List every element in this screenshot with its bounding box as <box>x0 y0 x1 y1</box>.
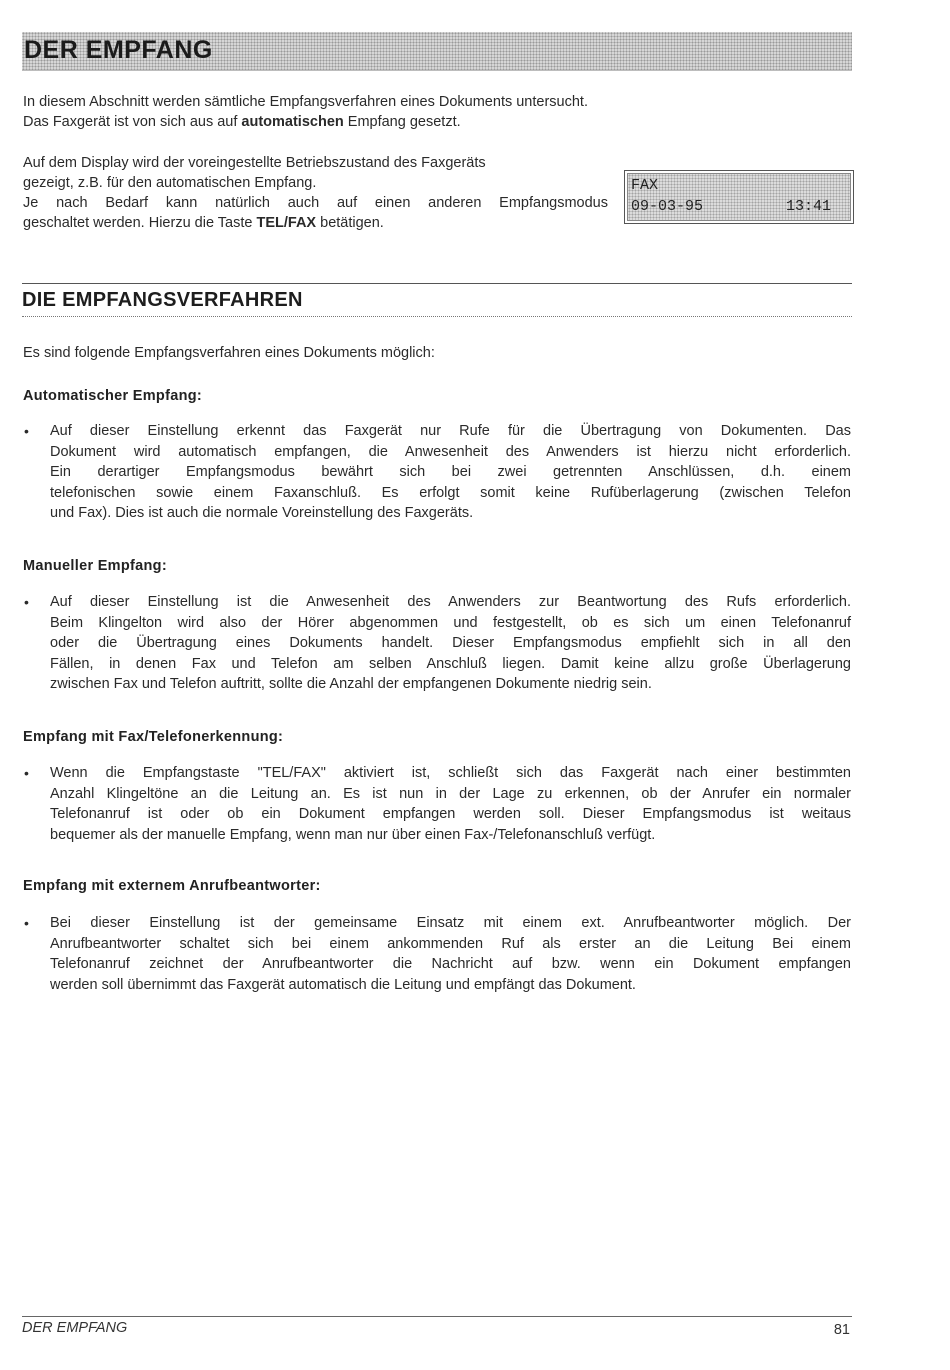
display-line-1: Auf dem Display wird der voreingestellte Betriebszustand des Faxgeräts <box>23 155 486 171</box>
mode-heading-manual: Manueller Empfang: <box>23 558 167 574</box>
lcd-time: 13:41 <box>785 198 831 215</box>
mode-item-manual <box>23 592 851 695</box>
display-line-4-end: betätigen. <box>316 215 384 231</box>
text-line: telefonischen sowie einem Faxanschluß. Es erfolgt somit keine Rufüberlagerung (zwischen Telefon <box>50 484 851 501</box>
intro-line-2-text: Das Faxgerät ist von sich aus auf <box>23 114 242 130</box>
text-line: Beim Klingelton wird also der Hörer abgenommen und festgestellt, ob es sich um einen Telefonanruf <box>50 614 851 631</box>
mode-heading-fax-tel: Empfang mit Fax/Telefonerkennung: <box>23 729 284 745</box>
lcd-mode: FAX <box>631 177 659 194</box>
text-line: Ein derartiger Empfangsmodus bewährt sich bei zwei getrennten Anschlüssen, d.h. einem <box>50 464 851 480</box>
mode-text-answering-machine <box>50 913 851 995</box>
mode-heading-answering-machine: Empfang mit externem Anrufbeantworter: <box>23 878 321 894</box>
footer-rule <box>22 1316 852 1317</box>
title-banner <box>22 32 852 71</box>
intro-bold-term: automatischen <box>241 114 344 130</box>
text-line: Anrufbeantworter schaltet sich bei einem ankommenden Ruf als erster an die Leitung Bei einem <box>50 935 851 952</box>
text-line: bequemer als der manuelle Empfang, wenn man nur über einen Fax-/Telefonanschluß verfügt. <box>50 826 656 843</box>
section-rule-top <box>22 283 852 284</box>
lcd-display <box>624 170 854 224</box>
lcd-date: 09-03-95 <box>631 198 704 215</box>
bullet-icon: • <box>24 765 29 781</box>
text-line: Bei dieser Einstellung ist der gemeinsame Einsatz mit einem ext. Anrufbeantworter möglich. Der <box>50 915 851 931</box>
text-line: zwischen Fax und Telefon auftritt, sollte die Anzahl der empfangenen Dokumente niedrig sein. <box>50 676 652 692</box>
page-number: 81 <box>833 1322 850 1338</box>
mode-text-automatic <box>50 421 851 524</box>
display-paragraph <box>23 153 608 233</box>
text-line: Auf dieser Einstellung ist die Anwesenheit des Anwenders zur Beantwortung des Rufs erforderlich. <box>50 594 851 610</box>
bullet-icon: • <box>24 594 29 610</box>
mode-heading-automatic: Automatischer Empfang: <box>23 388 203 404</box>
text-line: Telefonanruf ist oder ob ein Dokument empfangen werden soll. Dieser Empfangsmodus ist weitaus <box>50 806 851 822</box>
display-line-3: Je nach Bedarf kann natürlich auch auf einen anderen Empfangsmodus <box>23 195 608 211</box>
text-line: Fällen, in denen Fax und Telefon am selben Anschluß liegen. Damit keine allzu große Überlagerung <box>50 655 851 672</box>
display-line-2: gezeigt, z.B. für den automatischen Empfang. <box>23 175 317 191</box>
text-line: Wenn die Empfangstaste "TEL/FAX" aktiviert ist, schließt sich das Faxgerät nach einer bestimmten <box>50 765 851 781</box>
text-line: Telefonanruf zeichnet der Anrufbeantworter die Nachricht auf bzw. wenn ein Dokument empfangen <box>50 956 851 972</box>
intro-line-2 <box>23 112 723 132</box>
footer-section-title: DER EMPFANG <box>22 1320 128 1336</box>
intro-line-2-end: Empfang gesetzt. <box>343 114 461 130</box>
bullet-icon: • <box>24 423 29 439</box>
mode-text-fax-tel <box>50 763 851 845</box>
text-line: oder die Übertragung eines Dokuments handelt. Dieser Empfangsmodus empfiehlt sich in all den <box>50 635 851 651</box>
text-line: und Fax). Dies ist auch die normale Voreinstellung des Faxgeräts. <box>50 505 474 521</box>
tel-fax-key-label: TEL/FAX <box>256 215 317 231</box>
mode-item-answering-machine <box>23 913 851 995</box>
intro-line-1: In diesem Abschnitt werden sämtliche Empfangsverfahren eines Dokuments untersucht. <box>23 94 588 110</box>
text-line: Auf dieser Einstellung erkennt das Faxgerät nur Rufe für die Übertragung von Dokumenten. Das <box>50 423 851 439</box>
mode-text-manual <box>50 592 851 695</box>
display-line-4 <box>23 213 608 233</box>
mode-item-automatic <box>23 421 851 524</box>
text-line: Dokument wird automatisch empfangen, die Anwesenheit des Anwenders ist hierzu nicht erforderlich. <box>50 443 851 460</box>
display-line-4-text: geschaltet werden. Hierzu die Taste <box>23 215 257 231</box>
intro-paragraph <box>23 92 723 132</box>
text-line: werden soll übernimmt das Faxgerät automatisch die Leitung und empfängt das Dokument. <box>50 976 636 993</box>
section-rule-bottom <box>22 316 852 317</box>
bullet-icon: • <box>24 915 29 931</box>
page-title: DER EMPFANG <box>24 36 213 64</box>
section-title: DIE EMPFANGSVERFAHREN <box>22 289 303 311</box>
section-intro: Es sind folgende Empfangsverfahren eines Dokuments möglich: <box>23 345 435 361</box>
mode-item-fax-tel <box>23 763 851 845</box>
text-line: Anzahl Klingeltöne an die Leitung an. Es ist nun in der Lage zu erkennen, ob der Anrufer ein normaler <box>50 785 851 802</box>
